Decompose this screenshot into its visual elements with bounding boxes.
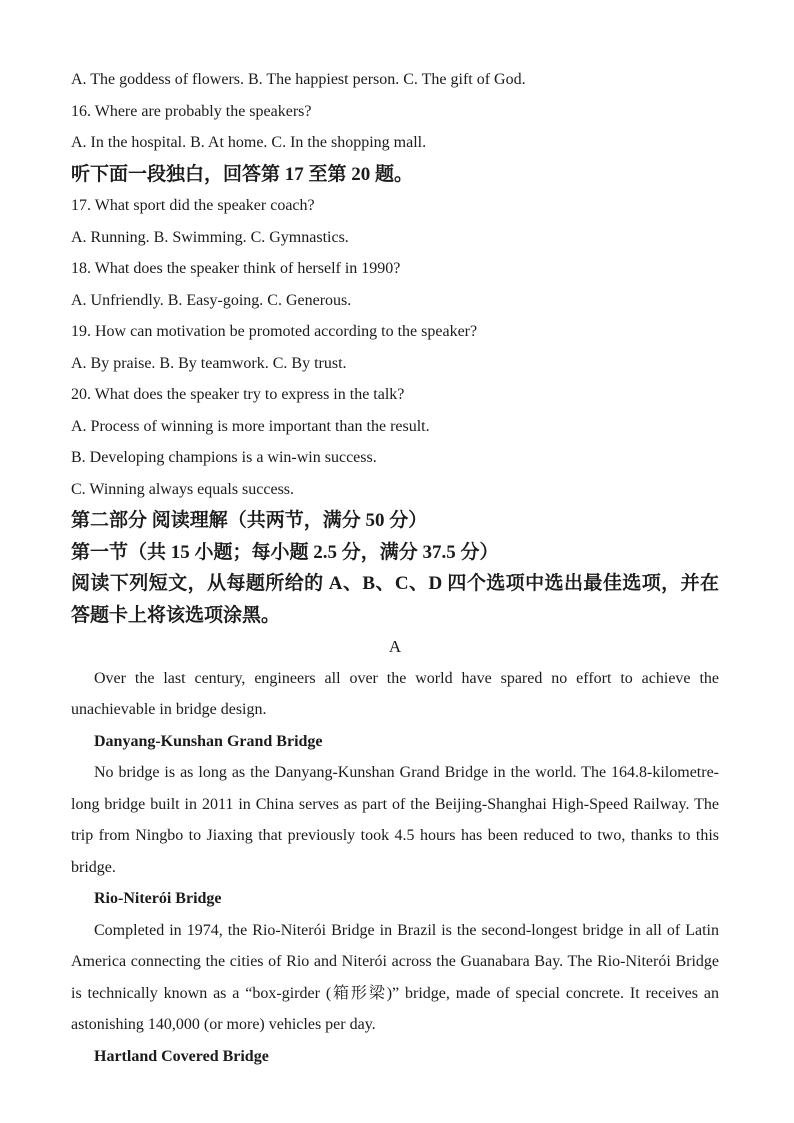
question-20: 20. What does the speaker try to express in the talk? [71, 386, 405, 403]
bridge1-paragraph: No bridge is as long as the Danyang-Kunshan Grand Bridge in the world. The 164.8-kilometre-long bridge built in 2011 in China serves as part of the Beijing-Shanghai High-Speed Railway. The trip from Ningbo to Jiaxing that previously took 4.5 hours has been reduced to two, thanks to this bridge. [71, 764, 719, 876]
part2-section-title: 第二部分 阅读理解（共两节，满分 50 分） [71, 510, 428, 531]
question-17: 17. What sport did the speaker coach? [71, 197, 315, 214]
question-20-option-c: C. Winning always equals success. [71, 480, 295, 498]
passage-a-label: A [388, 637, 402, 656]
passage-intro-paragraph: Over the last century, engineers all over the world have spared no effort to achieve the unachievable in bridge design. [71, 669, 719, 718]
bridge2-paragraph: Completed in 1974, the Rio-Niterói Bridge in Brazil is the second-longest bridge in all of Latin America connecting the cities of Rio and Niterói across the Guanabara Bay. The Rio-Niterói Bridge is technically known as a “box-girder (箱形梁)” bridge, made of special concrete. It receives an astonishing 140,000 (or more) vehicles per day. [71, 921, 719, 1033]
bridge2-heading: Rio-Niterói Bridge [94, 890, 222, 907]
question-16-options: A. In the hospital. B. At home. C. In the shopping mall. [71, 134, 427, 151]
reading-instruction: 阅读下列短文，从每题所给的 A、B、C、D 四个选项中选出最佳选项，并在答题卡上将该选项涂黑。 [71, 573, 719, 626]
listening-monologue-instruction: 听下面一段独白，回答第 17 至第 20 题。 [71, 163, 414, 185]
question-19-options: A. By praise. B. By teamwork. C. By trust. [71, 354, 347, 372]
question-16: 16. Where are probably the speakers? [71, 102, 312, 120]
question-20-option-a: A. Process of winning is more important than the result. [71, 417, 430, 435]
section1-subtitle: 第一节（共 15 小题；每小题 2.5 分，满分 37.5 分） [71, 541, 499, 563]
bridge3-heading: Hartland Covered Bridge [94, 1047, 269, 1065]
bridge1-heading: Danyang-Kunshan Grand Bridge [94, 732, 323, 750]
question-18: 18. What does the speaker think of herself in 1990? [71, 260, 401, 277]
question-17-options: A. Running. B. Swimming. C. Gymnastics. [71, 228, 349, 246]
question-20-option-b: B. Developing champions is a win-win success. [71, 449, 377, 466]
question-18-options: A. Unfriendly. B. Easy-going. C. Generous. [71, 291, 352, 309]
question-19: 19. How can motivation be promoted according to the speaker? [71, 323, 478, 340]
question-15-options: A. The goddess of flowers. B. The happiest person. C. The gift of God. [71, 71, 526, 88]
